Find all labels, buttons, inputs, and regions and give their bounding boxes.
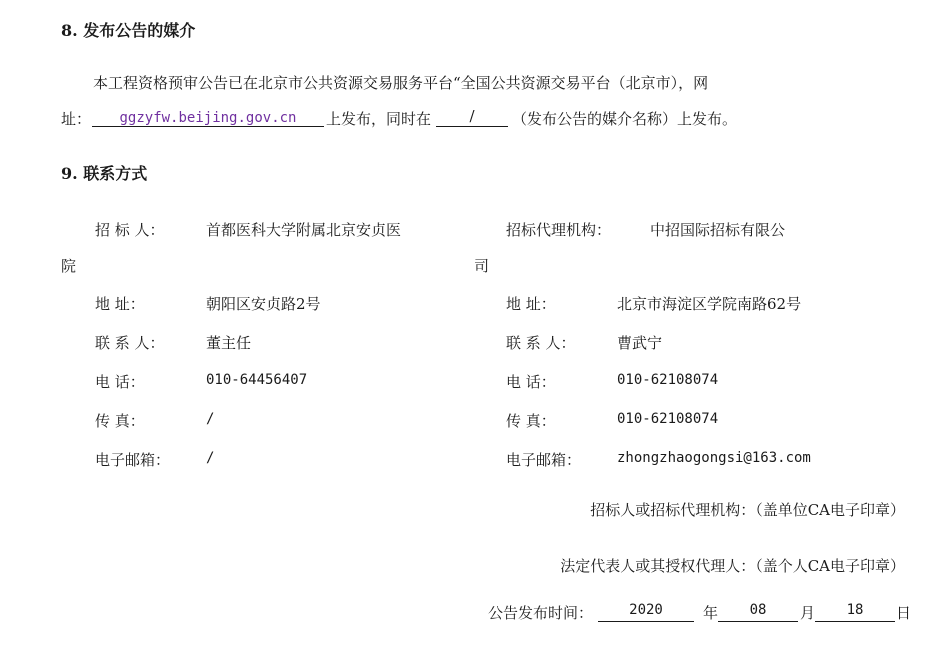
publish-year: 2020 bbox=[598, 602, 694, 622]
tenderer-address-value: 朝阳区安贞路2号 bbox=[206, 295, 321, 313]
website-underline bbox=[92, 107, 324, 127]
tenderer-email-label: 电子邮箱： bbox=[95, 451, 171, 469]
other-media-blank: / bbox=[436, 107, 508, 127]
tenderer-value: 首都医科大学附属北京安贞医 bbox=[206, 221, 402, 239]
section-8-paragraph-prefix: 址： bbox=[61, 110, 92, 128]
publish-date-label: 公告发布时间： bbox=[488, 604, 594, 622]
agency-value: 中招国际招标有限公 bbox=[650, 221, 786, 239]
day-unit: 日 bbox=[896, 604, 912, 622]
tenderer-contact-label: 联 系 人： bbox=[95, 334, 165, 352]
agency-label: 招标代理机构： bbox=[506, 221, 612, 239]
year-unit: 年 bbox=[703, 604, 719, 622]
agency-email-label: 电子邮箱： bbox=[506, 451, 582, 469]
agency-seal-line: 招标人或招标代理机构：（盖单位CA电子印章） bbox=[590, 501, 905, 519]
tenderer-phone-label: 电 话： bbox=[95, 373, 145, 391]
tenderer-address-label: 地 址： bbox=[95, 295, 145, 313]
publish-day: 18 bbox=[815, 602, 895, 622]
agency-contact-label: 联 系 人： bbox=[506, 334, 576, 352]
tenderer-contact-value: 董主任 bbox=[206, 334, 252, 352]
section-9-title: 9. 联系方式 bbox=[61, 164, 148, 183]
tenderer-label: 招 标 人： bbox=[95, 221, 165, 239]
agency-value-wrap: 司 bbox=[474, 257, 490, 275]
agency-phone-value: 010-62108074 bbox=[617, 372, 719, 388]
section-8-title: 8. 发布公告的媒介 bbox=[61, 21, 196, 40]
agency-email-value: zhongzhaogongsi@163.com bbox=[617, 450, 811, 466]
agency-address-value: 北京市海淀区学院南路62号 bbox=[617, 295, 802, 313]
legal-rep-seal-line: 法定代表人或其授权代理人：（盖个人CA电子印章） bbox=[560, 557, 905, 575]
tenderer-email-value: / bbox=[206, 450, 215, 466]
tenderer-fax-value: / bbox=[206, 411, 215, 427]
tenderer-phone-value: 010-64456407 bbox=[206, 372, 308, 388]
agency-fax-value: 010-62108074 bbox=[617, 411, 719, 427]
agency-fax-label: 传 真： bbox=[506, 412, 556, 430]
agency-address-label: 地 址： bbox=[506, 295, 556, 313]
agency-phone-label: 电 话： bbox=[506, 373, 556, 391]
section-8-paragraph-mid: 上发布，同时在 bbox=[326, 110, 432, 128]
section-8-paragraph-suffix: （发布公告的媒介名称）上发布。 bbox=[512, 110, 738, 128]
publish-month: 08 bbox=[718, 602, 798, 622]
section-8-paragraph-line1: 本工程资格预审公告已在北京市公共资源交易服务平台“全国公共资源交易平台（北京市），网 bbox=[93, 74, 709, 92]
website-link[interactable]: ggzyfw.beijing.gov.cn bbox=[119, 110, 297, 126]
tenderer-fax-label: 传 真： bbox=[95, 412, 145, 430]
agency-contact-value: 曹武宁 bbox=[617, 334, 663, 352]
month-unit: 月 bbox=[800, 604, 816, 622]
tenderer-value-wrap: 院 bbox=[61, 257, 77, 275]
